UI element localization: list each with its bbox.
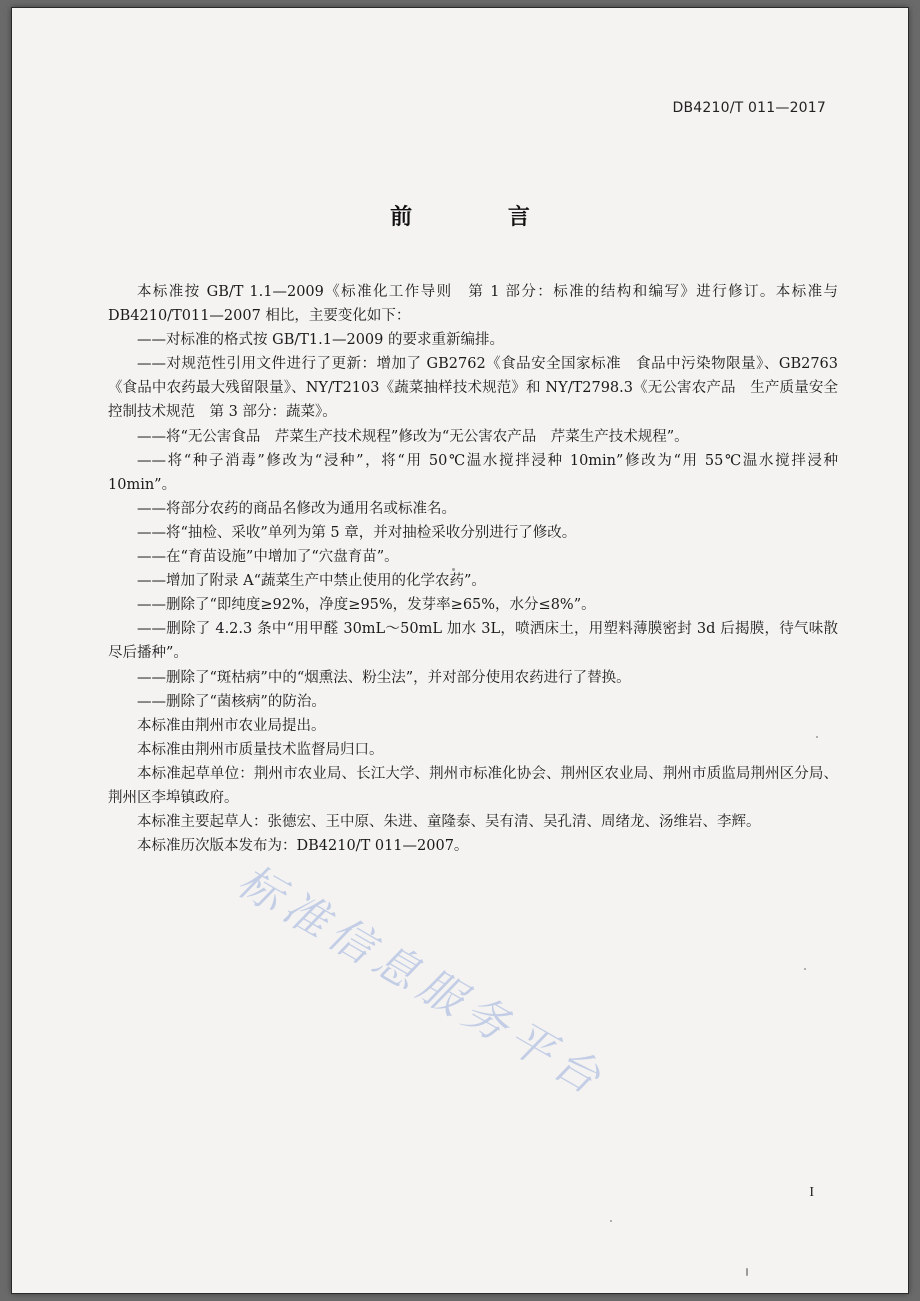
paragraph: ——删除了 4.2.3 条中“用甲醛 30mL～50mL 加水 3L，喷洒床土，用塑料薄膜密封 3d 后揭膜，待气味散尽后播种”。 — [108, 621, 838, 662]
paragraph: 本标准主要起草人：张德宏、王中原、朱进、童隆泰、吴有清、吴孔清、周绪龙、汤维岩、李辉。 — [137, 814, 761, 831]
document-code: DB4210/T 011—2017 — [672, 100, 826, 116]
paragraph: ——删除了“斑枯病”中的“烟熏法、粉尘法”，并对部分使用农药进行了替换。 — [137, 669, 631, 686]
watermark: 标准信息服务平台 — [229, 855, 615, 1108]
paragraph: 本标准按 GB/T 1.1—2009《标准化工作导则 第 1 部分：标准的结构和编写》进行修订。本标准与 DB4210/T011—2007 相比，主要变化如下： — [108, 284, 838, 325]
preface-body — [108, 280, 838, 858]
paragraph: ——在“育苗设施”中增加了“穴盘育苗”。 — [137, 549, 399, 566]
scan-speck — [816, 736, 818, 738]
paragraph: 本标准由荆州市农业局提出。 — [137, 717, 326, 734]
paragraph: ——对规范性引用文件进行了更新：增加了 GB2762《食品安全国家标准 食品中污染物限量》、GB2763《食品中农药最大残留限量》、NY/T2103《蔬菜抽样技术规范》和 NY/T2798.3《无公害农产品 生产质量安全控制技术规范 第 3 部分：蔬菜》。 — [108, 356, 838, 421]
paragraph: 本标准历次版本发布为：DB4210/T 011—2007。 — [137, 838, 469, 855]
paragraph: ——对标准的格式按 GB/T1.1—2009 的要求重新编排。 — [137, 332, 504, 349]
paragraph: 本标准起草单位：荆州市农业局、长江大学、荆州市标准化协会、荆州区农业局、荆州市质监局荆州区分局、荆州区李埠镇政府。 — [108, 765, 838, 806]
scan-speck — [746, 1268, 748, 1276]
page-number: I — [809, 1185, 814, 1200]
paragraph: ——删除了“即纯度≥92%，净度≥95%，发芽率≥65%，水分≤8%”。 — [137, 597, 596, 614]
paragraph: ——将“抽检、采收”单列为第 5 章，并对抽检采收分别进行了修改。 — [137, 524, 577, 541]
scan-speck — [452, 568, 455, 571]
paragraph: ——删除了“菌核病”的防治。 — [137, 693, 326, 710]
paragraph: 本标准由荆州市质量技术监督局归口。 — [137, 741, 384, 758]
scan-speck — [804, 968, 806, 970]
paragraph: ——将“种子消毒”修改为“浸种”，将“用 50℃温水搅拌浸种 10min”修改为“用 55℃温水搅拌浸种 10min”。 — [108, 452, 838, 493]
paragraph: ——将部分农药的商品名修改为通用名或标准名。 — [137, 500, 456, 517]
paragraph: ——增加了附录 A“蔬菜生产中禁止使用的化学农药”。 — [137, 573, 486, 590]
page-title: 前 言 — [390, 205, 574, 230]
scan-speck — [610, 1220, 612, 1222]
document-page — [12, 8, 908, 1293]
paragraph: ——将“无公害食品 芹菜生产技术规程”修改为“无公害农产品 芹菜生产技术规程”。 — [137, 428, 689, 445]
